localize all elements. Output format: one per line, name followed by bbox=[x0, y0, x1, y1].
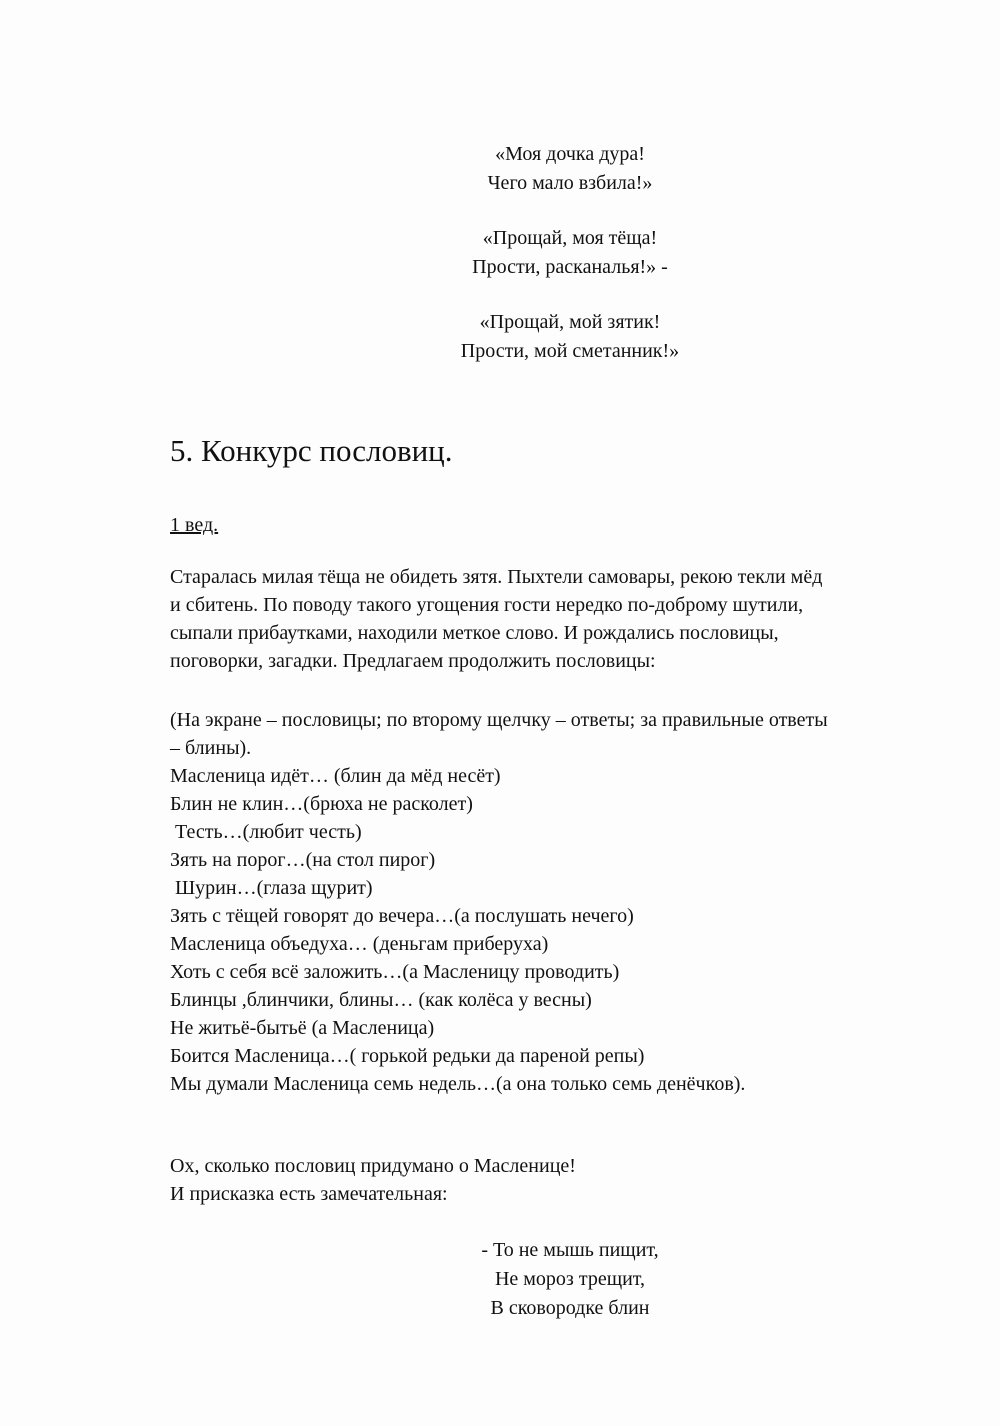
proverb-line: Зять с тёщей говорят до вечера…(а послушать нечего) bbox=[170, 905, 634, 927]
proverb-line: Боится Масленица…( горькой редьки да пареной репы) bbox=[170, 1045, 645, 1067]
poem-stanza bbox=[370, 224, 770, 282]
poem-line: Чего мало взбила!» bbox=[487, 172, 653, 194]
paragraph-line: сыпали прибаутками, находили меткое слово. И рождались пословицы, bbox=[170, 622, 779, 644]
proverb-line: Блин не клин…(брюха не расколет) bbox=[170, 793, 473, 815]
paragraph-line: и сбитень. По поводу такого угощения гости нередко по-доброму шутили, bbox=[170, 594, 804, 616]
proverb-line: Мы думали Масленица семь недель…(а она только семь денёчков). bbox=[170, 1073, 746, 1095]
proverbs-list bbox=[170, 706, 975, 1098]
proverb-line: Шурин…(глаза щурит) bbox=[170, 877, 373, 899]
poem-line: В сковородке блин bbox=[490, 1297, 650, 1319]
proverb-line: Зять на порог…(на стол пирог) bbox=[170, 849, 436, 871]
proverb-line: Хоть с себя всё заложить…(а Масленицу проводить) bbox=[170, 961, 620, 983]
poem-line: Прости, расканалья!» - bbox=[472, 256, 668, 278]
poem-stanza bbox=[370, 140, 770, 198]
poem-line: - То не мышь пищит, bbox=[481, 1239, 659, 1261]
poem-stanza bbox=[370, 308, 770, 366]
proverb-line: Не житьё-бытьё (а Масленица) bbox=[170, 1017, 435, 1039]
proverb-line: Масленица идёт… (блин да мёд несёт) bbox=[170, 765, 501, 787]
paragraph-line: Ох, сколько пословиц придумано о Масленице! bbox=[170, 1155, 576, 1177]
poem-line: Прости, мой сметанник!» bbox=[460, 340, 680, 362]
proverb-line: Масленица объедуха… (деньгам приберуха) bbox=[170, 933, 549, 955]
section-heading: 5. Конкурс пословиц. bbox=[170, 433, 453, 468]
poem-line: «Прощай, мой зятик! bbox=[479, 311, 661, 333]
closing-poem bbox=[420, 1236, 720, 1323]
poem-line: Не мороз трещит, bbox=[494, 1268, 646, 1290]
poem-line: «Моя дочка дура! bbox=[495, 143, 645, 165]
paragraph-line: Старалась милая тёща не обидеть зятя. Пыхтели самовары, рекою текли мёд bbox=[170, 566, 823, 588]
intro-paragraph bbox=[170, 563, 970, 675]
speaker-label: 1 вед. bbox=[170, 514, 219, 536]
proverb-line: Блинцы ,блинчики, блины… (как колёса у весны) bbox=[170, 989, 592, 1011]
paragraph-line: поговорки, загадки. Предлагаем продолжить пословицы: bbox=[170, 650, 656, 672]
opening-poem bbox=[370, 140, 770, 392]
poem-line: «Прощай, моя тёща! bbox=[482, 227, 658, 249]
proverb-line: – блины). bbox=[170, 737, 252, 759]
paragraph-line: И присказка есть замечательная: bbox=[170, 1183, 448, 1205]
proverb-line: Тесть…(любит честь) bbox=[170, 821, 362, 843]
proverb-line: (На экране – пословицы; по второму щелчку – ответы; за правильные ответы bbox=[170, 709, 828, 731]
closing-paragraph bbox=[170, 1152, 770, 1208]
